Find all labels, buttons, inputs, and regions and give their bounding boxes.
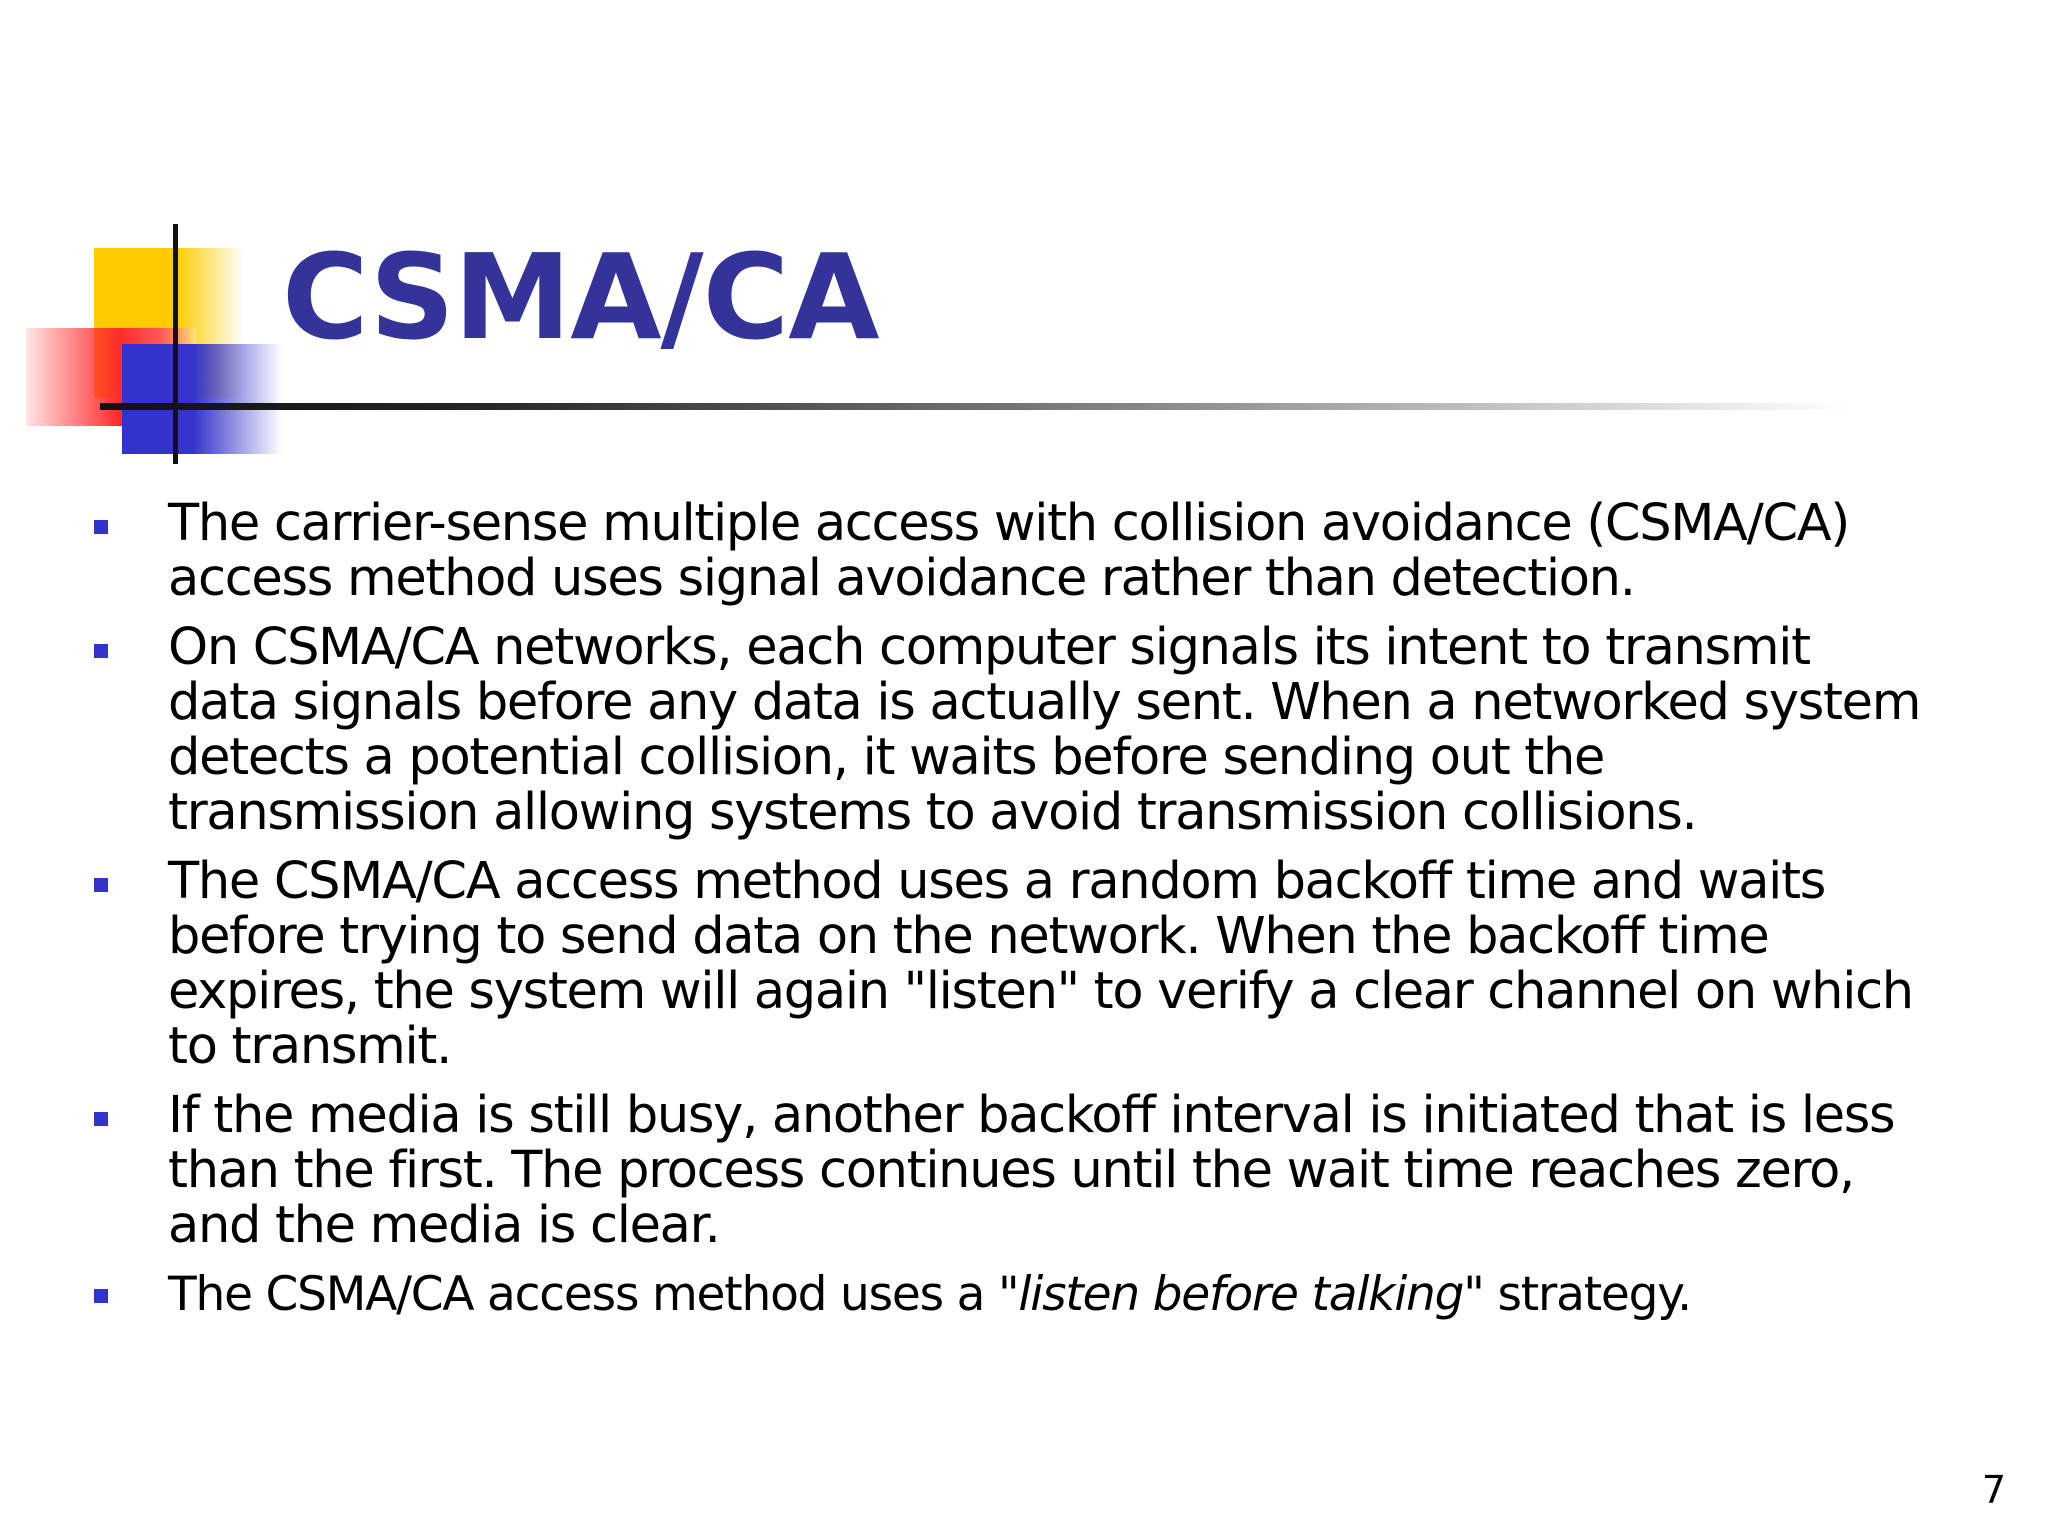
bullet-line: The CSMA/CA access method uses a random backoff time and waits bbox=[168, 852, 1825, 911]
bullet-line: If the media is still busy, another backoff interval is initiated that is less bbox=[168, 1086, 1895, 1145]
bullet-item bbox=[90, 854, 2010, 1074]
bullet-text-suffix: " strategy. bbox=[1463, 1267, 1691, 1322]
bullet-line: detects a potential collision, it waits before sending out the bbox=[168, 728, 1605, 787]
square-bullet-icon bbox=[94, 644, 108, 658]
bullet-list bbox=[90, 496, 2010, 1336]
bullet-text-emphasis: listen before talking bbox=[1018, 1267, 1464, 1322]
bullet-line: than the first. The process continues until the wait time reaches zero, bbox=[168, 1141, 1854, 1200]
bullet-line: On CSMA/CA networks, each computer signals its intent to transmit bbox=[168, 618, 1810, 677]
square-bullet-icon bbox=[94, 1289, 108, 1303]
slide-title: CSMA/CA bbox=[282, 228, 879, 366]
bullet-line: transmission allowing systems to avoid transmission collisions. bbox=[168, 783, 1697, 842]
bullet-line: The carrier-sense multiple access with collision avoidance (CSMA/CA) bbox=[168, 494, 1849, 553]
bullet-line bbox=[168, 1267, 2010, 1322]
bullet-line: and the media is clear. bbox=[168, 1196, 720, 1255]
bullet-text-prefix: The CSMA/CA access method uses a " bbox=[168, 1267, 1019, 1322]
square-bullet-icon bbox=[94, 878, 108, 892]
bullet-item bbox=[90, 1267, 2010, 1322]
bullet-line: data signals before any data is actually sent. When a networked system bbox=[168, 673, 1921, 732]
bullet-item bbox=[90, 496, 2010, 606]
bullet-item bbox=[90, 1088, 2010, 1253]
square-bullet-icon bbox=[94, 1112, 108, 1126]
bullet-line: to transmit. bbox=[168, 1017, 451, 1076]
bullet-item bbox=[90, 620, 2010, 840]
square-bullet-icon bbox=[94, 520, 108, 534]
page-number: 7 bbox=[1981, 1468, 2006, 1512]
title-underline bbox=[100, 403, 1850, 410]
bullet-line: expires, the system will again "listen" to verify a clear channel on which bbox=[168, 962, 1913, 1021]
bullet-line: before trying to send data on the network. When the backoff time bbox=[168, 907, 1769, 966]
logo-vertical-line bbox=[173, 224, 178, 464]
bullet-line: access method uses signal avoidance rather than detection. bbox=[168, 549, 1635, 608]
logo-blue-square bbox=[122, 344, 282, 454]
